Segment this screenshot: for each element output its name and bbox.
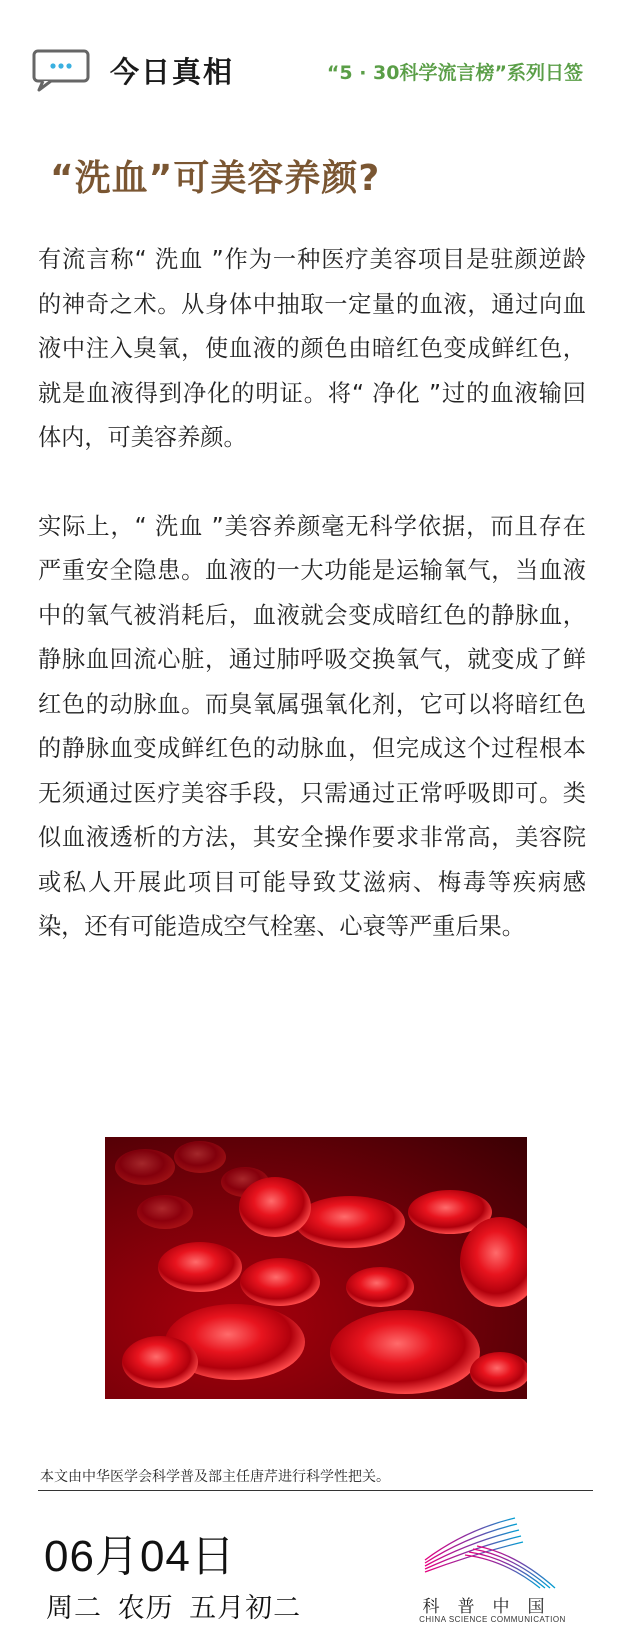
logo-wave-icon — [405, 1510, 580, 1592]
header — [0, 0, 623, 110]
header-title: 今日真相 — [110, 55, 235, 89]
logo-english-text: CHINA SCIENCE COMMUNICATION — [419, 1615, 566, 1624]
review-note: 本文由中华医学会科学普及部主任唐芹进行科学性把关。 — [40, 1469, 390, 1485]
date: 06月04日 — [44, 1532, 236, 1581]
chat-bubble-icon — [31, 48, 91, 92]
divider — [38, 1490, 593, 1491]
article-body — [38, 238, 586, 950]
weekday-lunar-date: 周二 农历 五月初二 — [46, 1593, 302, 1624]
red-blood-cells-image — [105, 1137, 527, 1399]
logo-chinese-text: 科普中国 — [422, 1597, 563, 1617]
kepu-china-logo — [405, 1510, 580, 1630]
headline: “洗血”可美容养颜? — [50, 158, 381, 199]
article-paragraph: 实际上，“ 洗血 ”美容养颜毫无科学依据，而且存在严重安全隐患。血液的一大功能是运输氧气，当血液中的氧气被消耗后，血液就会变成暗红色的静脉血，静脉血回流心脏，通过肺呼吸交换氧气，就变成了鲜红色的动脉血。而臭氧属强氧化剂，它可以将暗红色的静脉血变成鲜红色的动脉血，但完成这个过程根本无须通过医疗美容手段，只需通过正常呼吸即可。类似血液透析的方法，其安全操作要求非常高，美容院或私人开展此项目可能导致艾滋病、梅毒等疾病感染，还有可能造成空气栓塞、心衰等严重后果。 — [38, 512, 586, 940]
article-paragraph: 有流言称“ 洗血 ”作为一种医疗美容项目是驻颜逆龄的神奇之术。从身体中抽取一定量的血液，通过向血液中注入臭氧，使血液的颜色由暗红色变成鲜红色，就是血液得到净化的明证。将“ 净化 ”过的血液输回体内，可美容养颜。 — [38, 246, 586, 451]
series-tag: “5 · 30科学流言榜”系列日签 — [326, 62, 583, 84]
